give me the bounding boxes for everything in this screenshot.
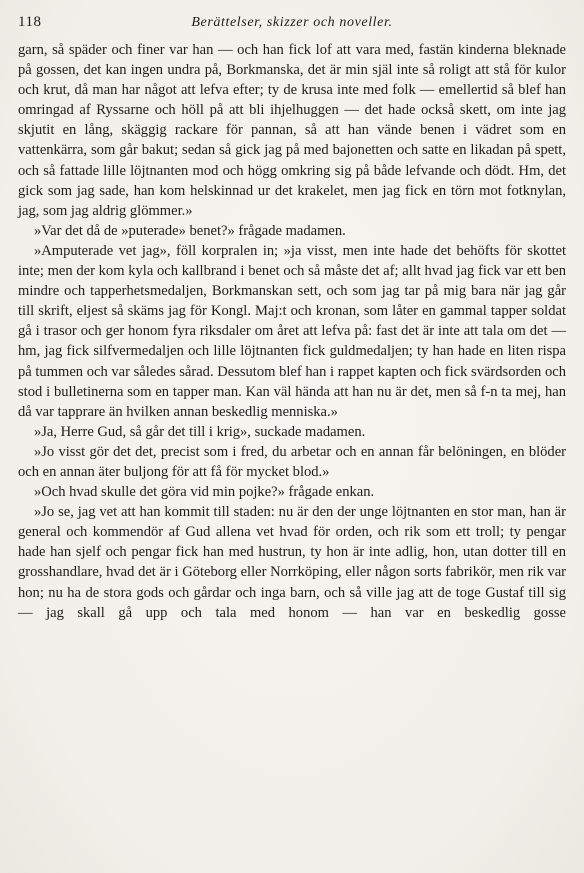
running-title: Berättelser, skizzer och noveller. xyxy=(191,15,393,30)
paragraph-continuation: garn, så späder och finer var han — och han fick lof att vara med, fastän kinderna bleknade på gossen, det kan ingen undra på, Borkmanska, det är min själ inte så roligt att stå för kulor och krut, då man har något att lefva efter; ty de krusa inte med folk — emellertid så blef han omringad af Ryssarne och höll på att bli ihjelhuggen — det hade också skett, om inte jag skjutit en lång, skäggig rackare för pannan, så att han vände benen i vädret som en vattenkärra, som går bakut; sedan så gick jag på med bajonetten och satte en likadan på spett, och så fattade lille löjtnanten mod och högg omkring sig på både lefvande och dödt. Hm, det gick som jag sade, han kom helskinnad ur det krakelet, men jag fick en törn mot fotknylan, jag, som jag aldrig glömmer.» xyxy=(18,42,566,219)
paragraph-dialogue: »Var det då de »puterade» benet?» frågade madamen. xyxy=(34,222,346,239)
paragraph-dialogue: »Jo visst gör det det, precist som i fred, du arbetar och en annan får belöningen, en blöder och en annan äter buljong för att få för mycket blod.» xyxy=(18,443,566,480)
paragraph-dialogue: »Amputerade vet jag», föll korpralen in; »ja visst, men inte hade det behöfts för skottet inte; men der kom kyla och kallbrand i benet och så måste det af; allt hvad jag fick var ett ben mindre och tapperhetsmedaljen, Borkmanskan sett, och som jag tar på mig bara när jag går till skrift, eljest så skäms jag för Kongl. Maj:t och kronan, som låter en gammal tapper soldat gå i trasor och ger honom fyra riksdaler om året att lefva på: fast det är inte att tala om det — hm, jag fick silfvermedaljen och lille löjtnanten fick guldmedaljen; ty han hade en liten rispa på tummen och var således sårad. Dessutom blef han i rappet kapten och fick svärdsorden och stod i bulletinerna som en tapper man. Kan väl hända att han nu är det, men så f-n ta mej, han då var tapprare än hvilken annan beskedlig menniska.» xyxy=(18,242,566,420)
page-number: 118 xyxy=(18,14,42,30)
page-header xyxy=(18,14,566,38)
paragraph-dialogue: »Och hvad skulle det göra vid min pojke?» frågade enkan. xyxy=(34,484,375,501)
paragraph-dialogue: »Jo se, jag vet att han kommit till staden: nu är den der unge löjtnanten en stor man, han är general och kommendör af Gud allena vet hvad för orden, och rik som ett troll; ty pengar hade han sjelf och pengar fick han med hustrun, ty hon är inte adlig, hon, utan dotter till en grosshandlare, hvad det är i Göteborg eller Norrköping, eller någon sorts fabrikör, men rik var hon; nu ha de stora gods och gårdar och inga barn, och så ville jag att de toge Gustaf till sig — jag skall gå upp och tala med honom — han var en beskedlig gosse xyxy=(18,504,566,621)
paragraph-dialogue: »Ja, Herre Gud, så går det till i krig», suckade madamen. xyxy=(34,423,366,440)
body-text xyxy=(18,40,566,623)
